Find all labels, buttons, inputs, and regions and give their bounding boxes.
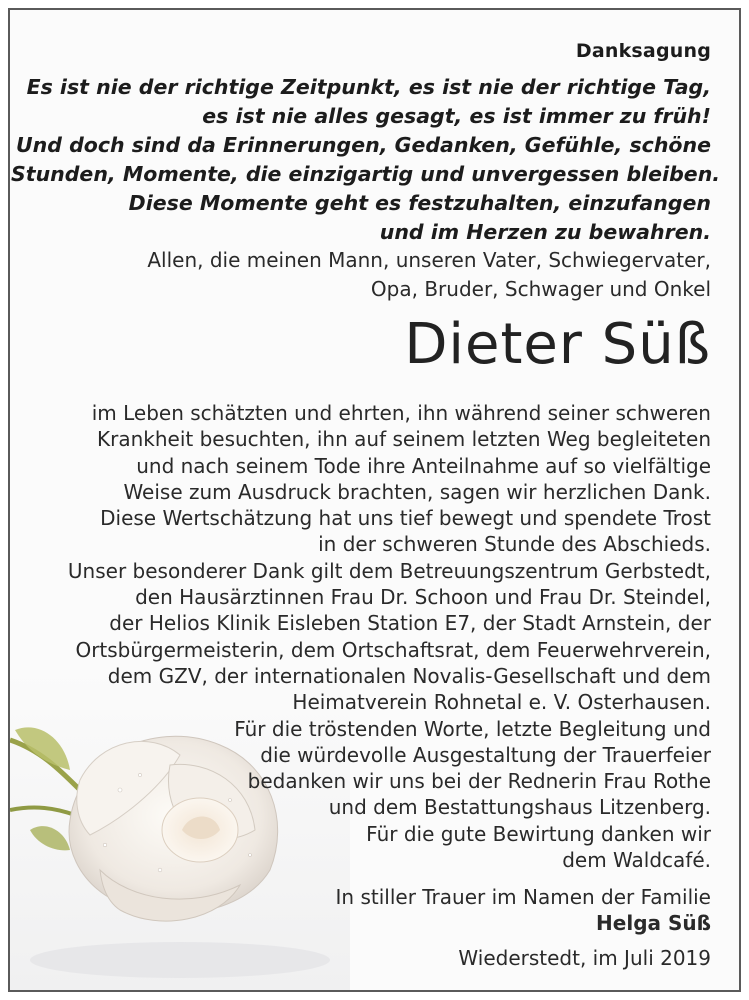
- obituary-card: [8, 8, 741, 992]
- body-line: Für die gute Bewirtung danken wir: [366, 821, 711, 846]
- intro-line: Opa, Bruder, Schwager und Onkel: [370, 276, 711, 301]
- body-line: und dem Bestattungshaus Litzenberg.: [328, 795, 711, 820]
- poem-line: es ist nie alles gesagt, es ist immer zu früh!: [202, 104, 711, 128]
- place-date: Wiederstedt, im Juli 2019: [458, 946, 711, 970]
- intro-text: [11, 246, 711, 303]
- body-line: Ortsbürgermeisterin, dem Ortschaftsrat, dem Feuerwehrverein,: [75, 637, 711, 662]
- heading: Danksagung: [575, 40, 711, 62]
- body-line: der Helios Klinik Eisleben Station E7, der Stadt Arnstein, der: [109, 611, 711, 636]
- body-line: Diese Wertschätzung hat uns tief bewegt und spendete Trost: [100, 506, 711, 531]
- poem-line: und im Herzen zu bewahren.: [379, 220, 711, 244]
- thanks-text: [11, 400, 711, 873]
- body-line: bedanken wir uns bei der Rednerin Frau Rothe: [247, 769, 711, 794]
- closing-block: [336, 884, 711, 936]
- poem-line: Stunden, Momente, die einzigartig und unvergessen bleiben.: [11, 162, 721, 186]
- closing-line: In stiller Trauer im Namen der Familie: [335, 885, 711, 909]
- signer-name: Helga Süß: [596, 911, 711, 935]
- body-line: Unser besonderer Dank gilt dem Betreuungszentrum Gerbstedt,: [67, 558, 711, 583]
- deceased-name: Dieter Süß: [404, 312, 711, 377]
- body-line: die würdevolle Ausgestaltung der Trauerfeier: [260, 742, 711, 767]
- body-line: Weise zum Ausdruck brachten, sagen wir herzlichen Dank.: [123, 479, 711, 504]
- body-line: in der schweren Stunde des Abschieds.: [318, 532, 711, 557]
- body-line: dem Waldcafé.: [562, 848, 711, 873]
- poem: [11, 73, 721, 247]
- body-line: und nach seinem Tode ihre Anteilnahme auf so vielfältige: [136, 453, 711, 478]
- body-line: im Leben schätzten und ehrten, ihn während seiner schweren: [91, 401, 711, 425]
- body-line: Heimatverein Rohnetal e. V. Osterhausen.: [292, 690, 711, 715]
- poem-line: Diese Momente geht es festzuhalten, einzufangen: [128, 191, 711, 215]
- body-line: dem GZV, der internationalen Novalis-Gesellschaft und dem: [107, 663, 711, 688]
- poem-line: Und doch sind da Erinnerungen, Gedanken, Gefühle, schöne: [16, 133, 711, 157]
- body-line: Für die tröstenden Worte, letzte Begleitung und: [234, 716, 711, 741]
- body-line: den Hausärztinnen Frau Dr. Schoon und Frau Dr. Steindel,: [135, 585, 711, 610]
- intro-line: Allen, die meinen Mann, unseren Vater, Schwiegervater,: [147, 248, 711, 272]
- body-line: Krankheit besuchten, ihn auf seinem letzten Weg begleiteten: [96, 427, 711, 452]
- poem-line: Es ist nie der richtige Zeitpunkt, es ist nie der richtige Tag,: [26, 75, 711, 99]
